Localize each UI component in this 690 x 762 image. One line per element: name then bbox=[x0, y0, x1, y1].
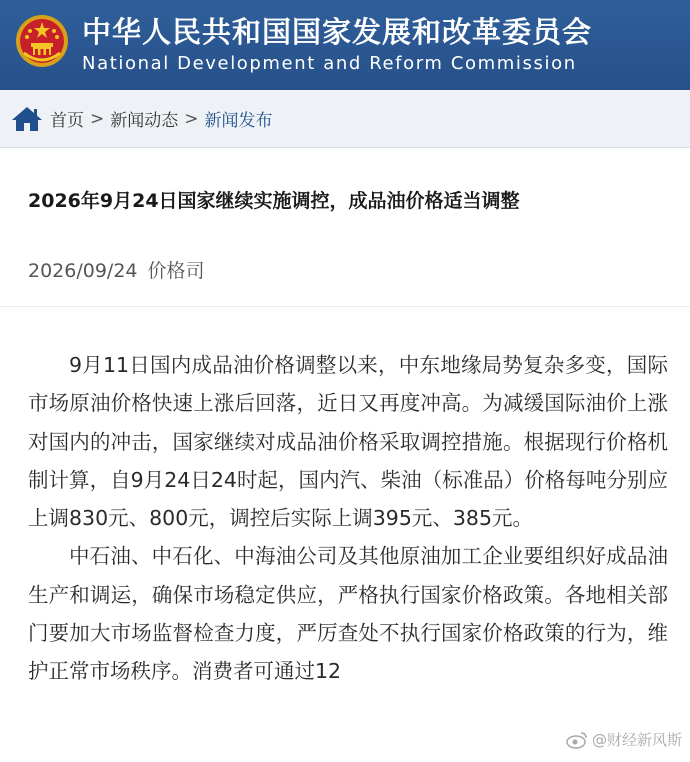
weibo-icon bbox=[566, 731, 588, 749]
header-cn-title[interactable]: 中华人民共和国国家发展和改革委员会 bbox=[82, 15, 593, 49]
breadcrumb bbox=[0, 90, 690, 148]
article-meta bbox=[28, 256, 205, 283]
breadcrumb-separator: > bbox=[90, 108, 105, 129]
breadcrumb-home[interactable]: 首页 bbox=[50, 111, 84, 131]
site-header bbox=[0, 0, 690, 90]
watermark bbox=[566, 729, 682, 750]
home-icon[interactable] bbox=[10, 105, 44, 133]
national-emblem-icon[interactable] bbox=[14, 13, 70, 69]
breadcrumb-press-release[interactable]: 新闻发布 bbox=[204, 111, 273, 131]
article-body bbox=[28, 346, 668, 691]
breadcrumb-news[interactable]: 新闻动态 bbox=[110, 111, 179, 131]
article-paragraph-1: 9月11日国内成品油价格调整以来，中东地缘局势复杂多变，国际市场原油价格快速上涨后回落，近日又再度冲高。为减缓国际油价上涨对国内的冲击，国家继续对成品油价格采取调控措施。根据现行价格机制计算，自9月24日24时起，国内汽、柴油（标准品）价格每吨分别应上调830元、800元，调控后实际上调395元、385元。 bbox=[28, 353, 668, 531]
divider bbox=[0, 306, 690, 307]
article-department: 价格司 bbox=[147, 260, 205, 282]
watermark-text: @财经新风斯 bbox=[591, 731, 682, 749]
article-title: 2026年9月24日国家继续实施调控，成品油价格适当调整 bbox=[28, 190, 520, 212]
header-titles bbox=[82, 14, 592, 76]
header-en-title: National Development and Reform Commission bbox=[82, 53, 577, 74]
article-paragraph-2: 中石油、中石化、中海油公司及其他原油加工企业要组织好成品油生产和调运，确保市场稳定供应，严格执行国家价格政策。各地相关部门要加大市场监督检查力度，严厉查处不执行国家价格政策的行为，维护正常市场秩序。消费者可通过12 bbox=[28, 544, 668, 684]
breadcrumb-separator: > bbox=[184, 108, 199, 129]
article-date: 2026/09/24 bbox=[28, 260, 138, 282]
